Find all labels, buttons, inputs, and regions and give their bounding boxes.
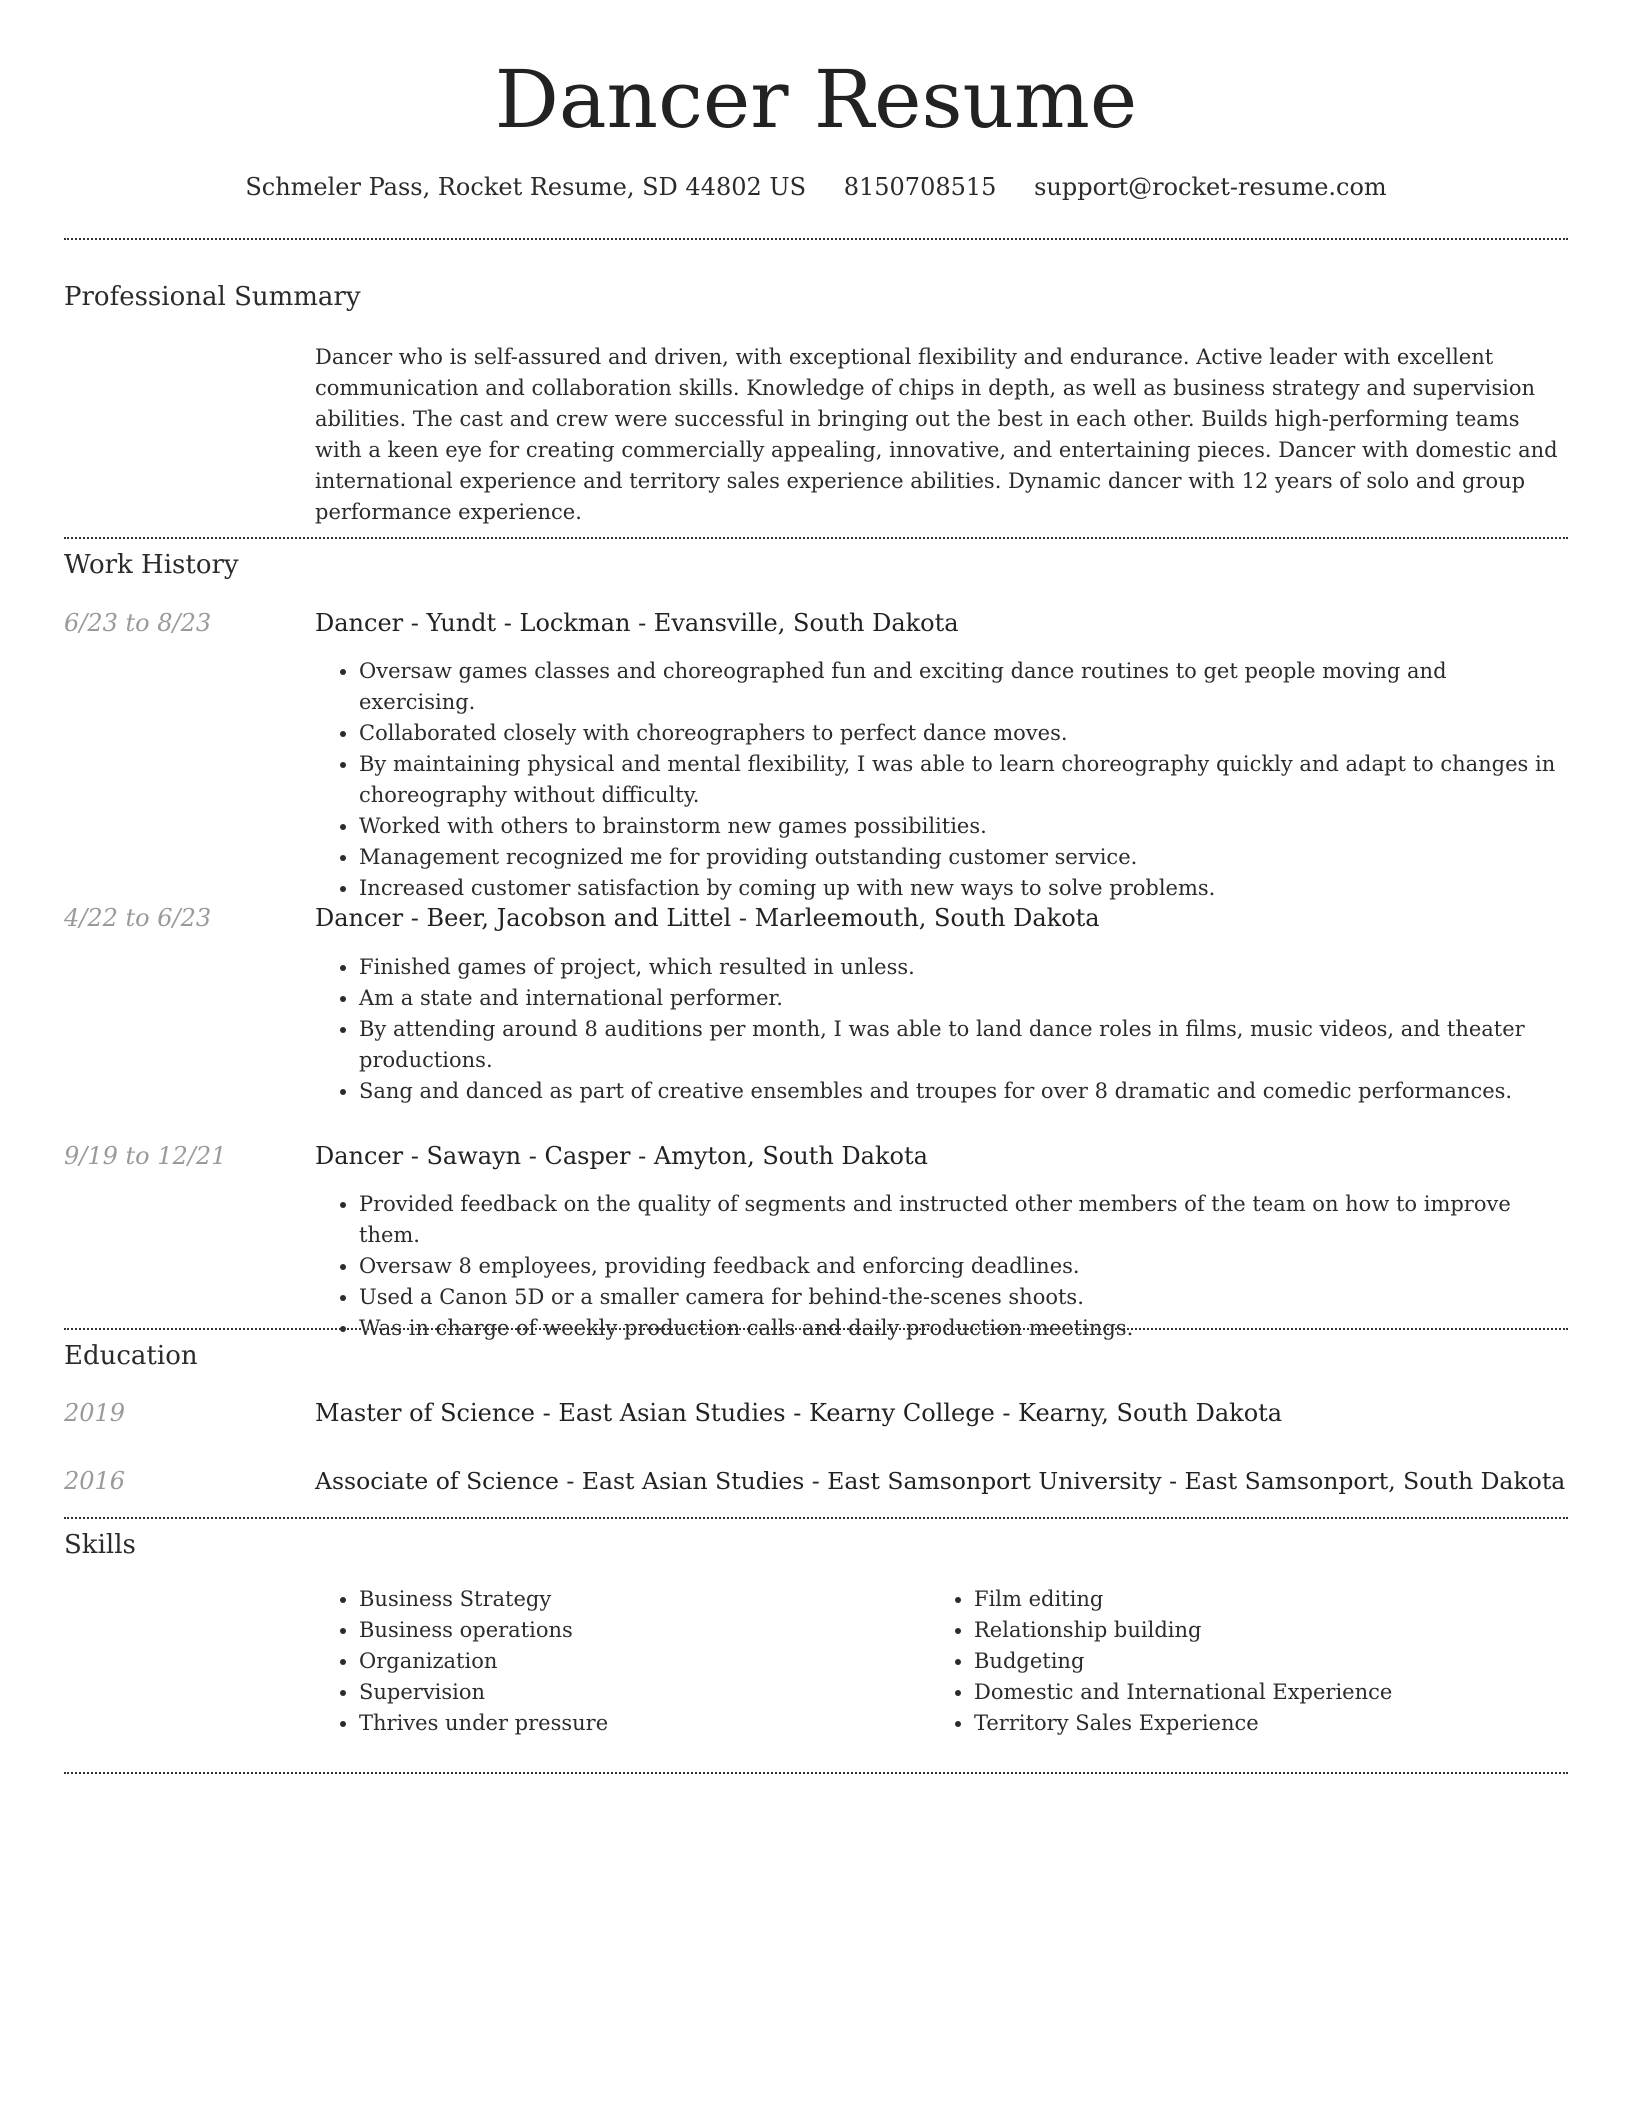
contact-email: support@rocket-resume.com xyxy=(1034,173,1387,201)
job-bullet: • Oversaw 8 employees, providing feedback and enforcing deadlines. xyxy=(359,1251,1567,1282)
skill-item: • Business operations xyxy=(359,1615,919,1646)
job-bullet: • Oversaw games classes and choreographed fun and exciting dance routines to get people moving and exercising. xyxy=(359,656,1567,718)
job-bullet: • Was in charge of weekly production calls and daily production meetings. xyxy=(359,1313,1567,1344)
section-divider xyxy=(64,1328,1568,1330)
contact-line xyxy=(0,170,1632,204)
job-title: Dancer - Sawayn - Casper - Amyton, South Dakota xyxy=(315,1142,928,1170)
job-bullet: • Worked with others to brainstorm new games possibilities. xyxy=(359,811,1567,842)
job-title: Dancer - Beer, Jacobson and Littel - Marleemouth, South Dakota xyxy=(315,904,1100,932)
job-bullet: • Provided feedback on the quality of segments and instructed other members of the team on how to improve them. xyxy=(359,1189,1567,1251)
skill-item: • Business Strategy xyxy=(359,1584,919,1615)
job-bullet: • Am a state and international performer. xyxy=(359,983,1567,1014)
job-dates: 6/23 to 8/23 xyxy=(64,609,212,637)
summary-heading: Professional Summary xyxy=(64,282,361,312)
job-dates: 9/19 to 12/21 xyxy=(64,1142,227,1170)
contact-address: Schmeler Pass, Rocket Resume, SD 44802 US xyxy=(245,173,807,201)
job-bullet: • By attending around 8 auditions per month, I was able to land dance roles in films, music videos, and theater productions. xyxy=(359,1014,1567,1076)
skill-item: • Relationship building xyxy=(974,1615,1594,1646)
job-bullet: • Used a Canon 5D or a smaller camera for behind-the-scenes shoots. xyxy=(359,1282,1567,1313)
skill-item: • Territory Sales Experience xyxy=(974,1708,1594,1739)
job-bullet: • Increased customer satisfaction by coming up with new ways to solve problems. xyxy=(359,873,1567,904)
job-bullet: • Collaborated closely with choreographers to perfect dance moves. xyxy=(359,718,1567,749)
skills-heading: Skills xyxy=(64,1530,136,1560)
job-bullet: • Sang and danced as part of creative ensembles and troupes for over 8 dramatic and comedic performances. xyxy=(359,1076,1567,1107)
education-title: Master of Science - East Asian Studies - Kearny College - Kearny, South Dakota xyxy=(315,1399,1283,1427)
work-history-heading: Work History xyxy=(64,550,239,580)
job-title: Dancer - Yundt - Lockman - Evansville, South Dakota xyxy=(315,609,959,637)
skills-list-left xyxy=(315,1584,919,1739)
job-bullet: • Finished games of project, which resulted in unless. xyxy=(359,952,1567,983)
skills-list-right xyxy=(930,1584,1594,1739)
skill-item: • Supervision xyxy=(359,1677,919,1708)
section-divider xyxy=(64,1517,1568,1519)
contact-phone: 8150708515 xyxy=(843,173,997,201)
job-bullets xyxy=(315,1189,1567,1344)
skill-item: • Budgeting xyxy=(974,1646,1594,1677)
education-heading: Education xyxy=(64,1341,198,1371)
section-divider xyxy=(64,238,1568,240)
skill-item: • Domestic and International Experience xyxy=(974,1677,1594,1708)
job-bullets xyxy=(315,952,1567,1107)
summary-text: Dancer who is self-assured and driven, with exceptional flexibility and endurance. Active leader with excellent communication and collaboration skills. Knowledge of chips in depth, as well as business strategy and supervision abilities. The cast and crew were successful in bringing out the best in each other. Builds high-performing teams with a keen eye for creating commercially appealing, innovative, and entertaining pieces. Dancer with domestic and international experience and territory sales experience abilities. Dynamic dancer with 12 years of solo and group performance experience. xyxy=(315,345,1558,524)
section-divider xyxy=(64,1772,1568,1774)
job-bullet: • Management recognized me for providing outstanding customer service. xyxy=(359,842,1567,873)
job-bullets xyxy=(315,656,1567,904)
skill-item: • Film editing xyxy=(974,1584,1594,1615)
job-dates: 4/22 to 6/23 xyxy=(64,904,212,932)
job-bullet: • By maintaining physical and mental flexibility, I was able to learn choreography quickly and adapt to changes in choreography without difficulty. xyxy=(359,749,1567,811)
resume-title: Dancer Resume xyxy=(494,53,1138,146)
education-title: Associate of Science - East Asian Studies - East Samsonport University - East Samsonport, South Dakota xyxy=(315,1467,1566,1495)
skill-item: • Organization xyxy=(359,1646,919,1677)
skill-item: • Thrives under pressure xyxy=(359,1708,919,1739)
education-year: 2016 xyxy=(64,1467,126,1495)
education-year: 2019 xyxy=(64,1399,126,1427)
section-divider xyxy=(64,537,1568,539)
